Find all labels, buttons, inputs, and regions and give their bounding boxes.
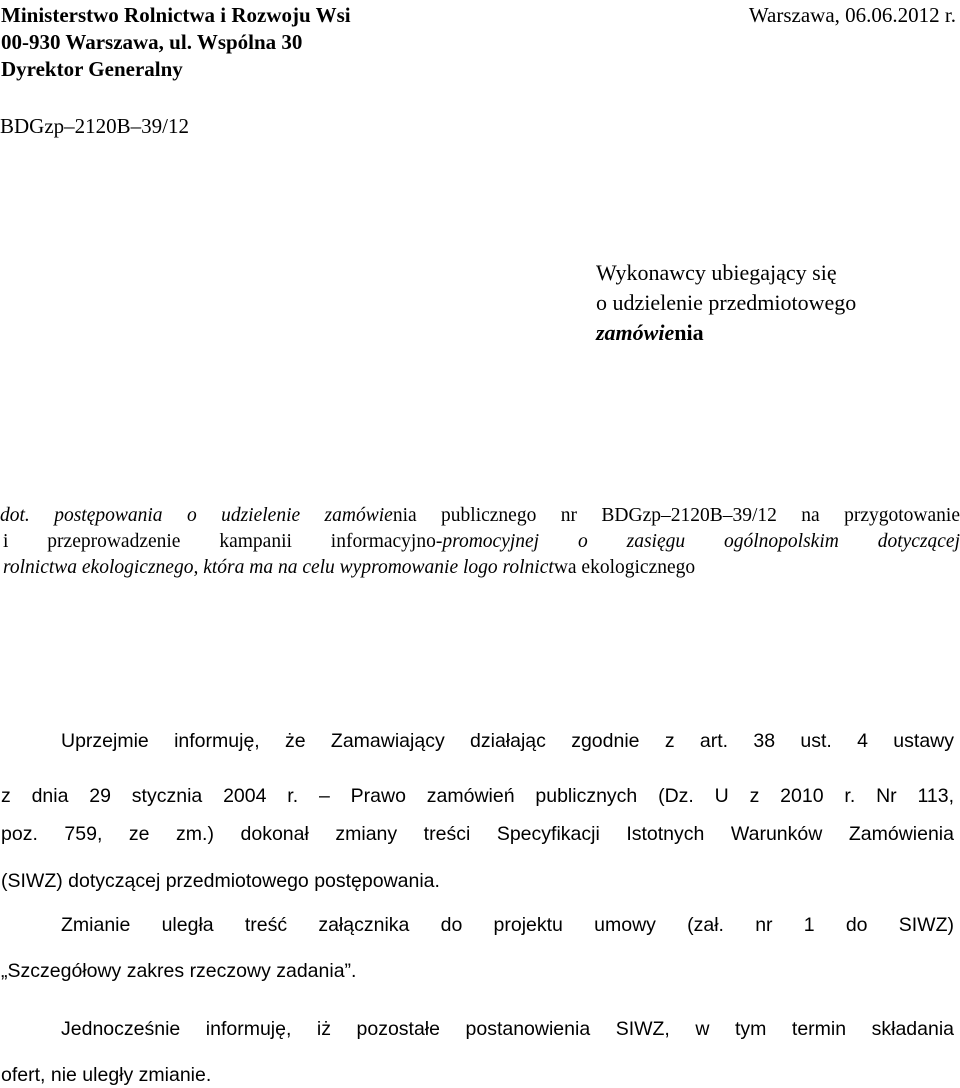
addressee-line-3-italic: zamówie xyxy=(596,320,675,345)
ministry-name: Ministerstwo Rolnictwa i Rozwoju Wsi xyxy=(1,3,351,27)
subject-line-3-italic: rolnictwa ekologicznego, która ma na celu wypromowanie logo rolnict xyxy=(3,557,554,578)
subject-line-1 xyxy=(0,503,960,529)
reference-number: BDGzp–2120B–39/12 xyxy=(0,114,189,138)
paragraph-1-line-1: Uprzejmie informuję, że Zamawiający działając zgodnie z art. 38 ust. 4 ustawy xyxy=(61,730,954,752)
subject-line-2-regular: i przeprowadzenie kampanii informacyjno- xyxy=(3,531,443,552)
addressee-line-2: o udzielenie przedmiotowego xyxy=(596,290,857,315)
paragraph-2-line-1: Zmianie uległa treść załącznika do projektu umowy (zał. nr 1 do SIWZ) xyxy=(61,914,954,936)
subject-line-3-regular: wa ekologicznego xyxy=(553,557,696,578)
subject-line-3 xyxy=(3,555,960,581)
paragraph-1-line-3: poz. 759, ze zm.) dokonał zmiany treści Specyfikacji Istotnych Warunków Zamówienia xyxy=(1,823,954,845)
paragraph-2-line-2: „Szczegółowy zakres rzeczowy zadania”. xyxy=(1,960,357,982)
addressee-line-3 xyxy=(596,318,704,348)
addressee-line-1: Wykonawcy ubiegający się xyxy=(596,260,837,285)
paragraph-1-line-2: z dnia 29 stycznia 2004 r. – Prawo zamówień publicznych (Dz. U z 2010 r. Nr 113, xyxy=(1,785,954,807)
paragraph-3-line-2: ofert, nie uległy zmianie. xyxy=(1,1064,212,1086)
paragraph-1-line-4: (SIWZ) dotyczącej przedmiotowego postępowania. xyxy=(1,870,440,892)
place-and-date: Warszawa, 06.06.2012 r. xyxy=(748,3,956,27)
subject-line-2-italic: promocyjnej o zasięgu ogólnopolskim dotyczącej xyxy=(442,531,960,552)
sender-title: Dyrektor Generalny xyxy=(1,57,183,81)
paragraph-3-line-1: Jednocześnie informuję, iż pozostałe postanowienia SIWZ, w tym termin składania xyxy=(61,1018,954,1040)
subject-line-1-italic: dot. postępowania o udzielenie zamówie xyxy=(0,505,393,526)
ministry-address: 00-930 Warszawa, ul. Wspólna 30 xyxy=(1,30,303,54)
subject-line-1-regular: nia publicznego nr BDGzp–2120B–39/12 na przygotowanie xyxy=(392,505,960,526)
addressee-line-3-bold: nia xyxy=(674,320,704,345)
subject-line-2 xyxy=(3,529,960,555)
